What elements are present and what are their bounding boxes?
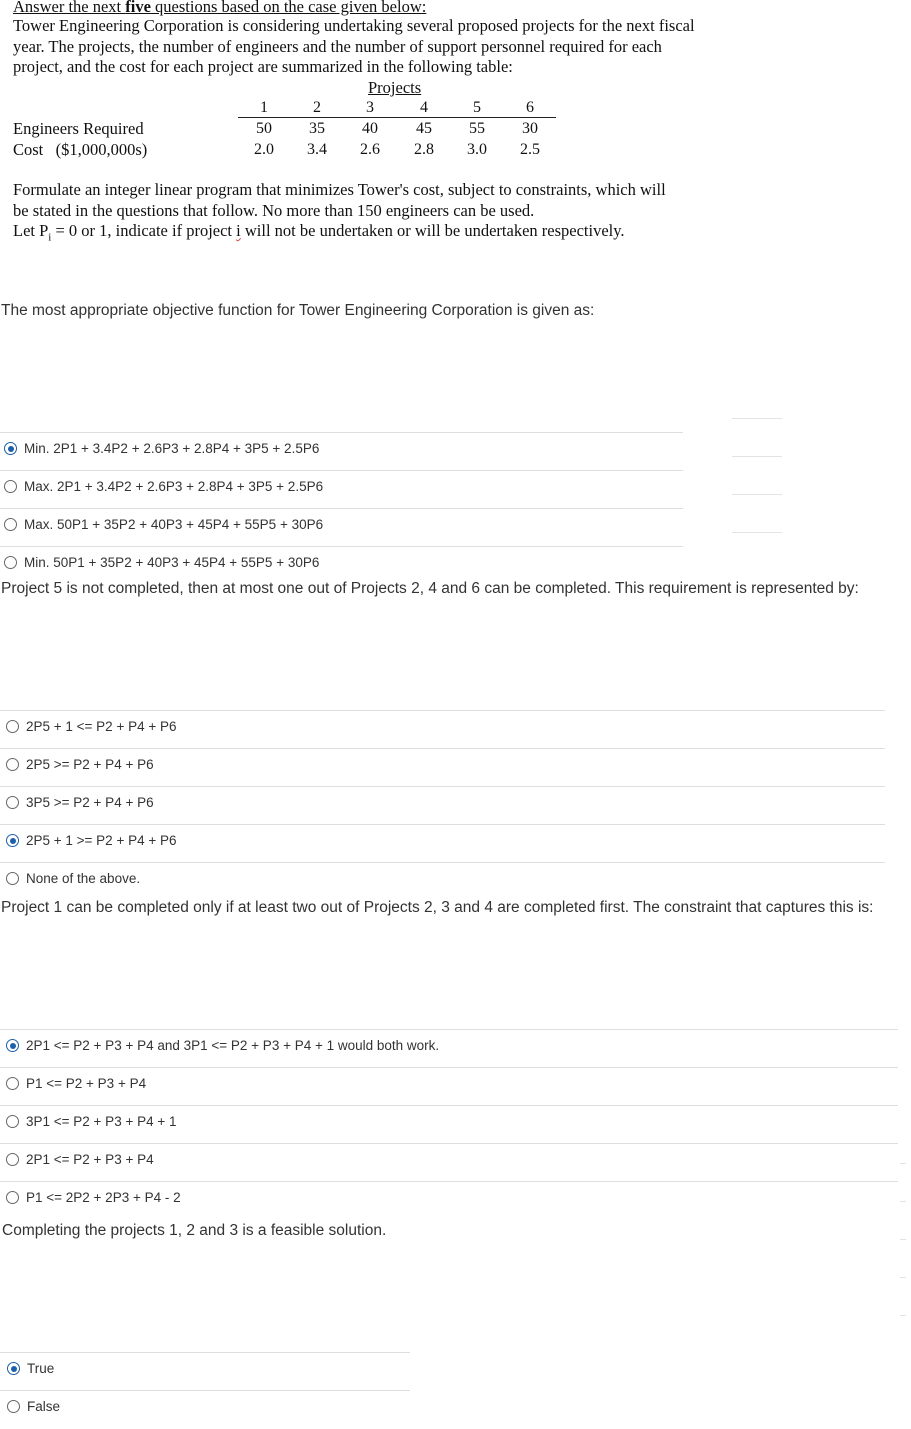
side-divider xyxy=(900,1239,906,1240)
radio-selected-icon[interactable] xyxy=(7,1362,20,1375)
option-divider xyxy=(0,710,885,711)
case-heading-prefix: Answer the next xyxy=(13,0,126,16)
cost-cell: 3.0 xyxy=(467,141,487,158)
question-2-option-4[interactable] xyxy=(6,833,177,848)
side-divider xyxy=(900,1277,906,1278)
formulate-sentence: Formulate an integer linear program that minimizes Tower's cost, subject to constraints, which will be stated in the questions that follow. No more than 150 engineers can be used. xyxy=(13,180,666,220)
question-2-option-1[interactable] xyxy=(6,719,177,734)
question-4-text: Completing the projects 1, 2 and 3 is a feasible solution. xyxy=(2,1222,387,1239)
question-1-text: The most appropriate objective function for Tower Engineering Corporation is given as: xyxy=(1,302,595,319)
question-4-option-true[interactable] xyxy=(7,1361,54,1376)
cost-label: Cost ($1,000,000s) xyxy=(13,140,148,159)
option-divider xyxy=(0,786,885,787)
engineers-cell: 50 xyxy=(256,120,272,137)
let-mid: = 0 or 1, indicate if project xyxy=(51,221,237,240)
question-2-option-5[interactable] xyxy=(6,871,140,886)
cost-cell: 2.8 xyxy=(414,141,434,158)
case-heading-bold: five xyxy=(125,0,151,16)
engineers-cell: 55 xyxy=(469,120,485,137)
option-label: P1 <= P2 + P3 + P4 xyxy=(26,1076,147,1091)
let-prefix: Let P xyxy=(13,221,49,240)
radio-icon[interactable] xyxy=(6,872,19,885)
option-divider xyxy=(0,1181,898,1182)
radio-icon[interactable] xyxy=(7,1400,20,1413)
question-2-text: Project 5 is not completed, then at most one out of Projects 2, 4 and 6 can be completed. This requirement is represented by: xyxy=(1,580,859,597)
option-divider xyxy=(0,1029,898,1030)
question-3-option-1[interactable] xyxy=(6,1038,439,1053)
radio-icon[interactable] xyxy=(6,1077,19,1090)
radio-icon[interactable] xyxy=(6,1153,19,1166)
cost-cell: 2.5 xyxy=(520,141,540,158)
side-divider xyxy=(900,1315,906,1316)
question-3-option-4[interactable] xyxy=(6,1152,154,1167)
engineers-cell: 35 xyxy=(309,120,325,137)
option-divider xyxy=(0,546,683,547)
question-1-option-3[interactable] xyxy=(4,517,323,532)
let-suffix: will not be undertaken or will be undertaken respectively. xyxy=(240,221,625,240)
option-divider xyxy=(0,1352,410,1353)
option-label: None of the above. xyxy=(26,871,141,886)
option-divider xyxy=(0,1390,410,1391)
projects-header: Projects xyxy=(368,78,422,97)
radio-icon[interactable] xyxy=(6,1191,19,1204)
case-heading xyxy=(13,0,426,17)
cost-cell: 2.6 xyxy=(360,141,380,158)
option-label: 2P5 + 1 <= P2 + P4 + P6 xyxy=(26,719,177,734)
question-3-option-2[interactable] xyxy=(6,1076,146,1091)
option-label: 3P1 <= P2 + P3 + P4 + 1 xyxy=(26,1114,177,1129)
question-2-option-2[interactable] xyxy=(6,757,154,772)
option-divider xyxy=(0,862,885,863)
option-divider xyxy=(0,470,683,471)
engineers-label: Engineers Required xyxy=(13,119,144,138)
case-intro: Tower Engineering Corporation is considering undertaking several proposed projects for the next fiscal year. The projects, the number of engineers and the number of support personnel required for each project, and the cost for each project are summarized in the following table: xyxy=(13,16,695,76)
side-divider xyxy=(900,1201,906,1202)
project-number: 3 xyxy=(366,99,374,116)
side-divider xyxy=(732,456,782,457)
side-divider xyxy=(732,418,782,419)
radio-selected-icon[interactable] xyxy=(6,1039,19,1052)
formulate-text xyxy=(13,180,683,248)
side-divider xyxy=(732,494,782,495)
option-divider xyxy=(0,508,683,509)
question-2-option-3[interactable] xyxy=(6,795,154,810)
option-divider xyxy=(0,1067,898,1068)
option-label: 2P1 <= P2 + P3 + P4 xyxy=(26,1152,154,1167)
option-label: Min. 2P1 + 3.4P2 + 2.6P3 + 2.8P4 + 3P5 + 2.5P6 xyxy=(24,441,320,456)
radio-icon[interactable] xyxy=(6,796,19,809)
radio-icon[interactable] xyxy=(4,556,17,569)
radio-icon[interactable] xyxy=(4,480,17,493)
question-1-option-4[interactable] xyxy=(4,555,319,570)
let-project-index: i xyxy=(236,221,241,240)
project-number: 1 xyxy=(260,99,268,116)
engineers-cell: 45 xyxy=(416,120,432,137)
question-3-option-3[interactable] xyxy=(6,1114,177,1129)
cost-cell: 3.4 xyxy=(307,141,327,158)
option-divider xyxy=(0,1143,898,1144)
project-number: 2 xyxy=(313,99,321,116)
radio-icon[interactable] xyxy=(6,720,19,733)
question-1-option-2[interactable] xyxy=(4,479,323,494)
option-label: Max. 2P1 + 3.4P2 + 2.6P3 + 2.8P4 + 3P5 + 2.5P6 xyxy=(24,479,324,494)
project-number: 5 xyxy=(473,99,481,116)
cost-cell: 2.0 xyxy=(254,141,274,158)
option-label: Min. 50P1 + 35P2 + 40P3 + 45P4 + 55P5 + 30P6 xyxy=(24,555,320,570)
radio-icon[interactable] xyxy=(6,1115,19,1128)
option-label: 2P5 >= P2 + P4 + P6 xyxy=(26,757,154,772)
option-label: P1 <= 2P2 + 2P3 + P4 - 2 xyxy=(26,1190,181,1205)
question-4-option-false[interactable] xyxy=(7,1399,60,1414)
let-subscript: i xyxy=(48,231,52,244)
radio-selected-icon[interactable] xyxy=(4,442,17,455)
option-divider xyxy=(0,432,683,433)
option-label: 2P1 <= P2 + P3 + P4 and 3P1 <= P2 + P3 + P4 + 1 would both work. xyxy=(26,1038,440,1053)
option-divider xyxy=(0,1105,898,1106)
project-number: 4 xyxy=(420,99,428,116)
option-label: 2P5 + 1 >= P2 + P4 + P6 xyxy=(26,833,177,848)
radio-icon[interactable] xyxy=(6,758,19,771)
option-divider xyxy=(0,824,885,825)
option-divider xyxy=(0,748,885,749)
table-rule xyxy=(238,117,556,118)
project-number: 6 xyxy=(526,99,534,116)
case-heading-suffix: questions based on the case given below: xyxy=(150,0,427,16)
question-1-option-1[interactable] xyxy=(4,441,319,456)
engineers-cell: 30 xyxy=(522,120,538,137)
radio-selected-icon[interactable] xyxy=(6,834,19,847)
option-label: False xyxy=(27,1399,61,1414)
option-label: True xyxy=(27,1361,55,1376)
side-divider xyxy=(900,1163,906,1164)
question-3-option-5[interactable] xyxy=(6,1190,181,1205)
side-divider xyxy=(732,532,782,533)
radio-icon[interactable] xyxy=(4,518,17,531)
question-3-text: Project 1 can be completed only if at least two out of Projects 2, 3 and 4 are completed first. The constraint that captures this is: xyxy=(1,899,874,916)
option-label: 3P5 >= P2 + P4 + P6 xyxy=(26,795,154,810)
option-label: Max. 50P1 + 35P2 + 40P3 + 45P4 + 55P5 + 30P6 xyxy=(24,517,324,532)
engineers-cell: 40 xyxy=(362,120,378,137)
